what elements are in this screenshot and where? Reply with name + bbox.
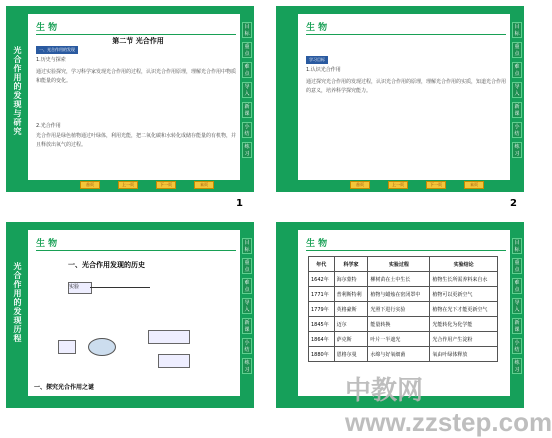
- section-title: 1.历史与探索: [36, 57, 66, 63]
- history-table: [308, 256, 498, 362]
- nav-first-button[interactable]: 首页: [80, 181, 100, 189]
- slide-3-content: [28, 230, 240, 396]
- side-tab[interactable]: 新课: [242, 102, 252, 118]
- table-row: [309, 332, 498, 347]
- nav-bar: [350, 171, 502, 190]
- side-tab[interactable]: 重点: [512, 42, 522, 58]
- slide-3[interactable]: [6, 222, 254, 408]
- slide-1-content: [28, 14, 240, 187]
- slide-1-title: 第二节 光合作用: [112, 37, 164, 45]
- side-tabs: [242, 238, 252, 378]
- table-cell: 1880年: [309, 347, 335, 362]
- divider: [36, 34, 236, 35]
- slide-3-heading: 一、光合作用发现的历史: [68, 261, 145, 269]
- table-cell: 能量转换: [368, 317, 430, 332]
- table-cell: 1771年: [309, 287, 335, 302]
- side-tab[interactable]: 练习: [512, 358, 522, 374]
- table-cell: 1779年: [309, 302, 335, 317]
- nav-last-button[interactable]: 末页: [194, 181, 214, 189]
- table-cell: 普利斯特利: [334, 287, 368, 302]
- side-tab[interactable]: 难点: [512, 62, 522, 78]
- side-tab[interactable]: 新课: [512, 102, 522, 118]
- badge: [36, 36, 78, 55]
- table-header: 实验过程: [368, 257, 430, 272]
- side-tabs: [512, 22, 522, 162]
- slide-1[interactable]: [6, 6, 254, 192]
- side-tab[interactable]: 导入: [242, 82, 252, 98]
- table-cell: 1642年: [309, 272, 335, 287]
- table-cell: 光合作用产生淀粉: [430, 332, 498, 347]
- slide-3-side-text: 光合作用的发现历程: [13, 262, 22, 343]
- badge: [306, 46, 328, 65]
- side-tabs: [512, 238, 522, 378]
- side-tab[interactable]: 重点: [242, 258, 252, 274]
- section-paragraph: 通过实验探究，学习科学家发现光合作用的过程，认识光合作用原理，理解光合作用中物质和能量的变化。: [36, 69, 237, 84]
- table-header-row: [309, 257, 498, 272]
- side-tab[interactable]: 目标: [242, 238, 252, 254]
- nav-next-button[interactable]: 下一页: [156, 181, 176, 189]
- side-tabs: [242, 22, 252, 162]
- table-cell: 柳树苗在土中生长: [368, 272, 430, 287]
- diagram-line: [90, 287, 150, 288]
- diagram-box: 实验: [68, 282, 92, 294]
- section-paragraph: 光合作用是绿色植物通过叶绿体，利用光能，把二氧化碳和水转化成储存能量的有机物，并且释放出氧气的过程。: [36, 133, 237, 148]
- table-cell: 萨克斯: [334, 332, 368, 347]
- diagram-box: [58, 340, 76, 354]
- side-tab[interactable]: 练习: [242, 142, 252, 158]
- table-cell: 英格豪斯: [334, 302, 368, 317]
- side-tab[interactable]: 重点: [242, 42, 252, 58]
- nav-first-button[interactable]: 首页: [350, 181, 370, 189]
- page-number: 2: [510, 198, 517, 209]
- divider: [306, 250, 506, 251]
- table-cell: 叶片一半遮光: [368, 332, 430, 347]
- table-row: [309, 317, 498, 332]
- badge-label: 一、光合作用的发现: [36, 46, 78, 54]
- side-tab[interactable]: 小结: [242, 122, 252, 138]
- table-row: [309, 287, 498, 302]
- badge-label: 学习目标: [306, 56, 328, 64]
- side-tab[interactable]: 练习: [512, 142, 522, 158]
- side-tab[interactable]: 难点: [242, 278, 252, 294]
- table-cell: 植物生长所需养料来自水: [430, 272, 498, 287]
- table-row: [309, 272, 498, 287]
- side-tab[interactable]: 小结: [512, 338, 522, 354]
- diagram-leaf-icon: [88, 338, 116, 356]
- section-title: 2.光合作用: [36, 123, 61, 129]
- slide-2-subject: 生 物: [306, 23, 328, 33]
- section-paragraph: 通过探究光合作用的发现过程，认识光合作用的原理，理解光合作用的实质，知道光合作用的意义，培养科学探究能力。: [306, 79, 507, 94]
- table-cell: 1864年: [309, 332, 335, 347]
- nav-bar: [80, 171, 232, 190]
- slide-4-subject: 生 物: [306, 239, 328, 249]
- table-cell: 海尔蒙特: [334, 272, 368, 287]
- nav-prev-button[interactable]: 上一页: [388, 181, 408, 189]
- section-title: 1.认识光合作用: [306, 67, 341, 73]
- slide-2[interactable]: [276, 6, 524, 192]
- nav-next-button[interactable]: 下一页: [426, 181, 446, 189]
- table-row: [309, 302, 498, 317]
- slide-3-subject: 生 物: [36, 239, 58, 249]
- watermark: 中教网 www.zzstep.com: [345, 375, 552, 437]
- table-header: 实验结论: [430, 257, 498, 272]
- table-cell: 水绵与好氧细菌: [368, 347, 430, 362]
- table-cell: 植物与蜡烛在密闭罩中: [368, 287, 430, 302]
- side-tab[interactable]: 导入: [242, 298, 252, 314]
- side-tab[interactable]: 新课: [242, 318, 252, 334]
- diagram-box: [148, 330, 190, 344]
- table-cell: 植物可以更新空气: [430, 287, 498, 302]
- table-row: [309, 347, 498, 362]
- side-tab[interactable]: 小结: [242, 338, 252, 354]
- table-cell: 1845年: [309, 317, 335, 332]
- nav-prev-button[interactable]: 上一页: [118, 181, 138, 189]
- bottom-label: 一、探究光合作用之谜: [34, 384, 95, 391]
- table-cell: 光能转化为化学能: [430, 317, 498, 332]
- side-tab[interactable]: 目标: [512, 238, 522, 254]
- side-tab[interactable]: 新课: [512, 318, 522, 334]
- page-number: 1: [236, 198, 243, 209]
- slide-1-side-text: 光合作用的发现与研究: [13, 46, 22, 136]
- side-tab[interactable]: 目标: [512, 22, 522, 38]
- table-cell: 光照下进行实验: [368, 302, 430, 317]
- side-tab[interactable]: 重点: [512, 258, 522, 274]
- table-cell: 迈尔: [334, 317, 368, 332]
- side-tab[interactable]: 目标: [242, 22, 252, 38]
- table-cell: 植物在光下才能更新空气: [430, 302, 498, 317]
- divider: [306, 34, 506, 35]
- slide-1-subject: 生 物: [36, 23, 58, 33]
- nav-last-button[interactable]: 末页: [464, 181, 484, 189]
- table-cell: 氧由叶绿体释放: [430, 347, 498, 362]
- table-header: 科学家: [334, 257, 368, 272]
- side-tab[interactable]: 练习: [242, 358, 252, 374]
- table-cell: 恩格尔曼: [334, 347, 368, 362]
- diagram-box: [158, 354, 190, 368]
- side-tab[interactable]: 导入: [512, 82, 522, 98]
- slide-2-content: [298, 14, 510, 187]
- divider: [36, 250, 236, 251]
- side-tab[interactable]: 导入: [512, 298, 522, 314]
- side-tab[interactable]: 难点: [512, 278, 522, 294]
- side-tab[interactable]: 小结: [512, 122, 522, 138]
- table-header: 年代: [309, 257, 335, 272]
- side-tab[interactable]: 难点: [242, 62, 252, 78]
